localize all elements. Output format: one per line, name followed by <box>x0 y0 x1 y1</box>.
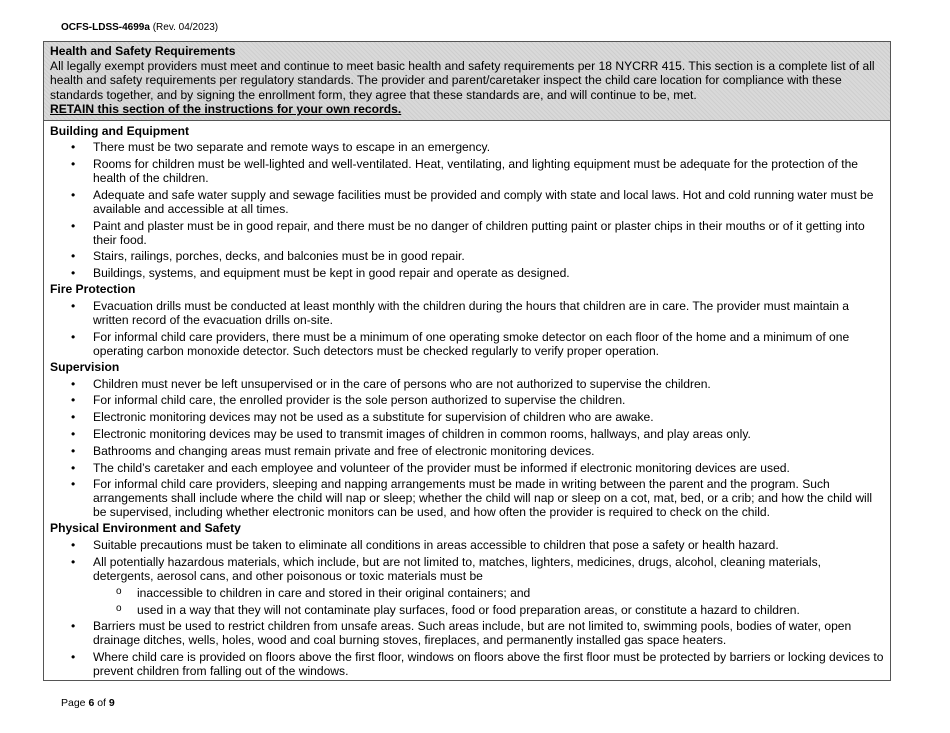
form-revision: (Rev. 04/2023) <box>152 22 219 33</box>
list-item: • Barriers must be used to restrict children from unsafe areas. Such areas include, but are not limited to, swimming pools, bodies of water, open drainage ditches, wells, holes, wood and coal burning stoves, fireplaces, and permanently installed gas space heaters. <box>50 619 884 647</box>
list-item-text: • All potentially hazardous materials, which include, but are not limited to, matches, lighters, medicines, drugs, alcohol, cleaning materials, detergents, aerosol cans, and other poisonous or toxic materials must be <box>93 555 821 584</box>
list-item: • For informal child care providers, sleeping and napping arrangements must be made in writing between the parent and the program. Such arrangements shall include where the child will nap or sleep; whether the child will nap or sleep on a cot, mat, bed, or a crib; and how the child will be supervised, including whether electronic monitors can be used, and how often the provider is required to check on the child. <box>50 477 884 519</box>
page-label: Page <box>61 697 86 709</box>
section-title-supervision: Supervision <box>50 359 120 374</box>
supervision-list <box>50 377 884 520</box>
header-body: All legally exempt providers must meet and continue to meet basic health and safety requirements per 18 NYCRR 415. This section is a complete list of all health and safety requirements per regulatory standards. The provider and parent/caretaker inspect the child care location for compliance with these standards together, and by signing the enrollment form, they agree that these standards are, and will continue to be, met. <box>50 58 875 102</box>
list-item <box>50 555 884 617</box>
hazardous-materials-sublist <box>93 586 884 617</box>
page-total: 9 <box>108 697 115 709</box>
list-item: • The child’s caretaker and each employee and volunteer of the provider must be informed if electronic monitoring devices are used. <box>50 461 884 475</box>
requirements-body <box>44 121 890 679</box>
list-item: • Electronic monitoring devices may be used to transmit images of children in common rooms, hallways, and play areas only. <box>50 427 884 441</box>
sub-list-item: o inaccessible to children in care and stored in their original containers; and <box>50 586 884 600</box>
list-item: • Where child care is provided on floors above the first floor, windows on floors above the first floor must be protected by barriers or locking devices to prevent children from falling out of the windows. <box>50 650 884 678</box>
list-item: • Bathrooms and changing areas must remain private and free of electronic monitoring devices. <box>50 444 884 458</box>
section-title-environment: Physical Environment and Safety <box>50 521 241 536</box>
list-item: • For informal child care providers, there must be a minimum of one operating smoke detector on each floor of the home and a minimum of one operating carbon monoxide detector. Such detectors must be checked regularly to verify proper operation. <box>50 330 884 358</box>
requirements-header <box>44 42 890 121</box>
list-item: • Evacuation drills must be conducted at least monthly with the children during the hours that children are in care. The provider must maintain a written record of the evacuation drills on-site. <box>50 299 884 327</box>
list-item: • Adequate and safe water supply and sewage facilities must be provided and comply with state and local laws. Hot and cold running water must be available and accessible at all times. <box>50 188 884 216</box>
list-item: • Suitable precautions must be taken to eliminate all conditions in areas accessible to children that pose a safety or health hazard. <box>50 538 884 552</box>
sub-list-item: o used in a way that they will not contaminate play surfaces, food or food preparation areas, or constitute a hazard to children. <box>50 603 884 617</box>
requirements-box <box>43 41 891 681</box>
page-footer <box>61 697 115 709</box>
retain-notice: RETAIN this section of the instructions for your own records. <box>50 102 402 116</box>
page-number: 6 <box>88 697 95 709</box>
list-item: • Rooms for children must be well-lighted and well-ventilated. Heat, ventilating, and lighting equipment must be adequate for the protection of the health of the children. <box>50 157 884 185</box>
header-title: Health and Safety Requirements <box>50 44 236 58</box>
form-code: OCFS-LDSS-4699a <box>61 22 150 33</box>
list-item: • Buildings, systems, and equipment must be kept in good repair and operate as designed. <box>50 266 884 280</box>
fire-list <box>50 299 884 358</box>
list-item: • Children must never be left unsupervised or in the care of persons who are not authorized to supervise the children. <box>50 377 884 391</box>
list-item: • For informal child care, the enrolled provider is the sole person authorized to supervise the children. <box>50 393 884 407</box>
building-list <box>50 140 884 280</box>
list-item: • Stairs, railings, porches, decks, and balconies must be in good repair. <box>50 249 884 263</box>
section-title-fire: Fire Protection <box>50 282 136 297</box>
list-item: • There must be two separate and remote ways to escape in an emergency. <box>50 140 884 154</box>
list-item: • Paint and plaster must be in good repair, and there must be no danger of children putting paint or plaster chips in their mouths or of it getting into their food. <box>50 219 884 247</box>
section-title-building: Building and Equipment <box>50 123 190 138</box>
environment-list <box>50 538 884 678</box>
list-item: • Electronic monitoring devices may not be used as a substitute for supervision of children who are awake. <box>50 410 884 424</box>
form-identifier <box>61 22 218 33</box>
of-label: of <box>97 697 106 709</box>
